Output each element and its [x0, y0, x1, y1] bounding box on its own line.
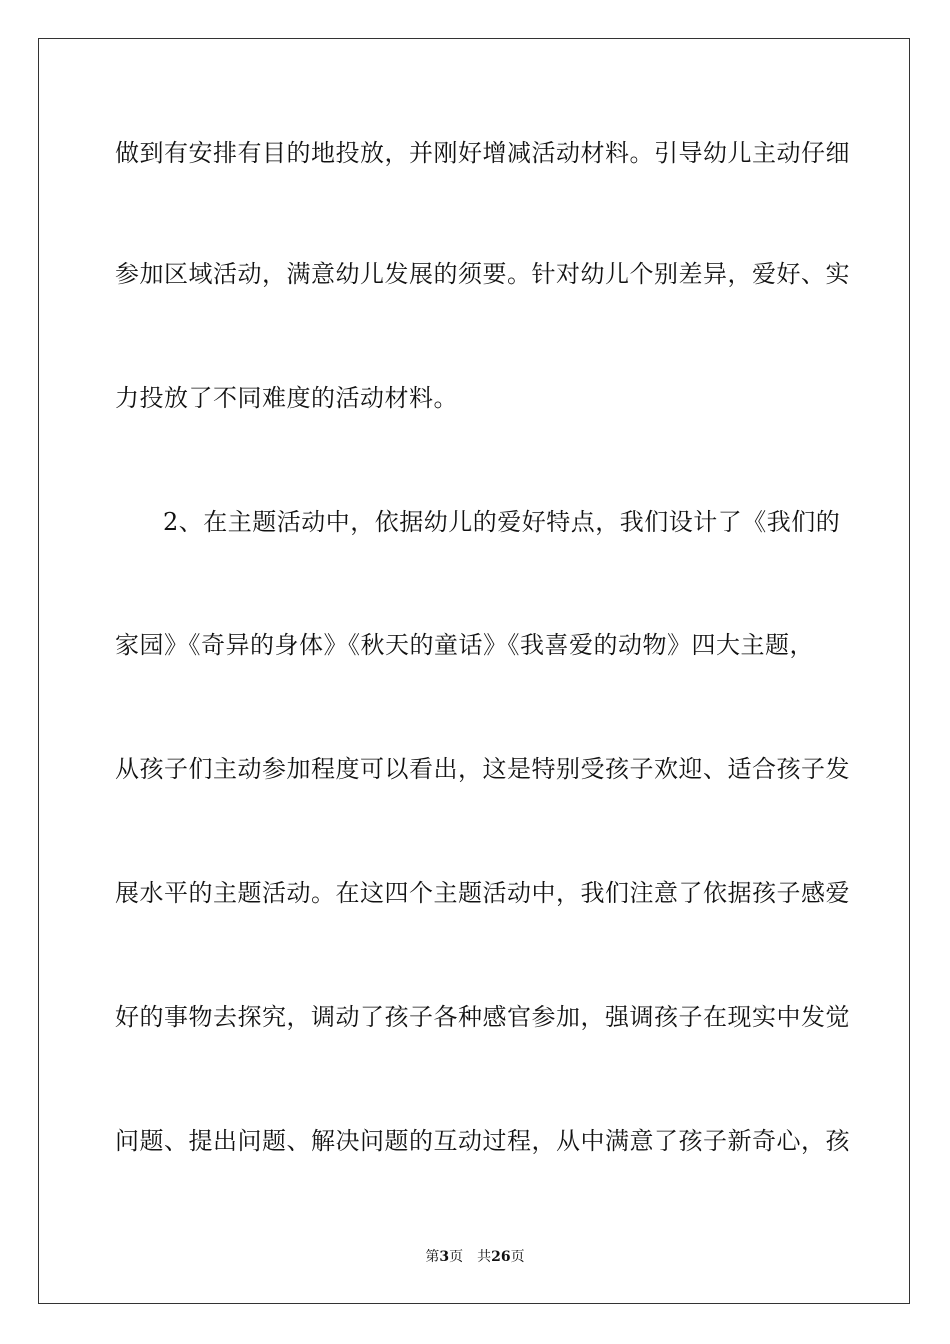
text-line: 力投放了不同难度的活动材料。	[115, 384, 458, 412]
text-line: 参加区域活动，满意幼儿发展的须要。针对幼儿个别差异，爱好、实	[115, 260, 850, 288]
total-prefix: 共	[477, 1249, 492, 1265]
text-line: 展水平的主题活动。在这四个主题活动中，我们注意了依据孩子感爱	[115, 879, 850, 907]
text-line: 做到有安排有目的地投放，并刚好增减活动材料。引导幼儿主动仔细	[115, 139, 850, 167]
text-line: 2、在主题活动中，依据幼儿的爱好特点，我们设计了《我们的	[163, 508, 841, 536]
total-suffix: 页	[510, 1249, 525, 1265]
text-line: 问题、提出问题、解决问题的互动过程，从中满意了孩子新奇心，孩	[115, 1127, 850, 1155]
text-line: 家园》《奇异的身体》《秋天的童话》《我喜爱的动物》四大主题，	[115, 631, 814, 659]
text-line: 好的事物去探究，调动了孩子各种感官参加，强调孩子在现实中发觉	[115, 1003, 850, 1031]
total-pages: 26	[491, 1249, 511, 1265]
text-line: 从孩子们主动参加程度可以看出，这是特别受孩子欢迎、适合孩子发	[115, 755, 850, 783]
page-prefix: 第	[425, 1249, 440, 1265]
page-number: 3	[439, 1249, 450, 1265]
page-border	[38, 38, 910, 1304]
page-suffix: 页	[449, 1249, 464, 1265]
page-footer	[0, 1248, 950, 1266]
